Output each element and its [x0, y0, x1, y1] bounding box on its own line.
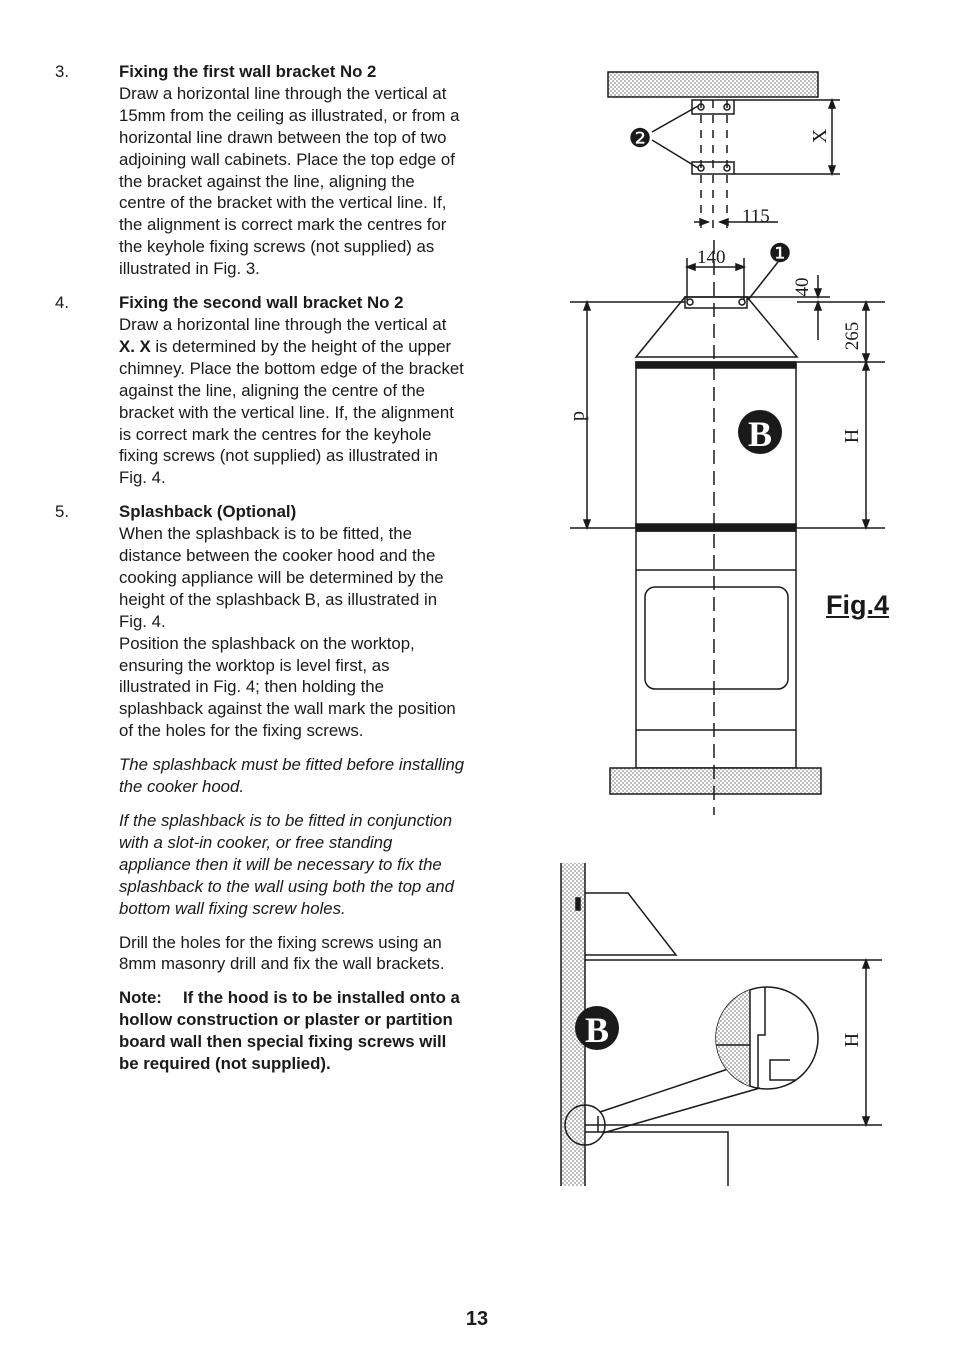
dim-h-label: H: [841, 428, 863, 444]
detail-hood: [585, 893, 676, 955]
detail-dim-h-label: H: [841, 1032, 863, 1048]
step-body-2: Position the splashback on the worktop, ensuring the worktop is level first, as illustrated in Fig. 4; then holding the splashback against the wall mark the position of the holes for the fixing screws.: [119, 633, 456, 741]
italic-note-2: If the splashback is to be fitted in conjunction with a slot-in cooker, or free standing appliance then it will be necessary to fix the splashback to the wall using both the top and bottom wall fixing screw holes.: [119, 811, 454, 918]
step-number: 5.: [55, 502, 69, 522]
dim-265-label: 265: [842, 321, 863, 351]
ceiling: [608, 72, 818, 97]
step-number: 4.: [55, 293, 69, 313]
step-title: Splashback (Optional): [119, 502, 297, 522]
page-number: 13: [465, 1308, 489, 1330]
figure-label: Fig.4: [826, 590, 890, 620]
hood-canopy: [636, 297, 797, 357]
splashback-b-letter: B: [747, 414, 773, 454]
bracket-1-marker: ❶: [768, 239, 792, 268]
step-body-post: is determined by the height of the upper chimney. Place the bottom edge of the bracket against the line, aligning the centre of the bracket with the vertical line. If, the alignment is correct mark the centres for the keyhole fixing screws (not supplied) as illustrated in Fig. 4.: [119, 336, 464, 488]
worktop-base: [610, 768, 821, 794]
dim-x-label: X: [809, 128, 831, 144]
step-title: Fixing the second wall bracket No 2: [119, 293, 404, 313]
bracket-2-marker: ❷: [628, 124, 652, 153]
dim-115-label: 115: [742, 206, 770, 227]
note-label: Note:: [119, 988, 162, 1008]
dim-140-label: 140: [697, 247, 726, 268]
note-text: If the hood is to be installed onto a hollow construction or plaster or partition board wall then special fixing screws will be required (not supplied).: [119, 988, 460, 1074]
step-number: 3.: [55, 62, 69, 81]
step-body: When the splashback is to be fitted, the distance between the cooker hood and the cooking appliance will be determined by the height of the splashback B, as illustrated in Fig. 4.: [119, 524, 444, 631]
step-body-bold: X. X: [119, 336, 151, 356]
oven-window: [645, 587, 788, 689]
italic-note-1: The splashback must be fitted before installing the cooker hood.: [119, 755, 465, 797]
detail-b-letter: B: [584, 1010, 610, 1050]
cooker: [636, 531, 796, 768]
hood-bracket: [685, 297, 747, 308]
step-title: Fixing the first wall bracket No 2: [119, 62, 377, 81]
step-body: Draw a horizontal line through the vertical at 15mm from the ceiling as illustrated, or from a horizontal line drawn between the top of two adjoining wall cabinets. Place the top edge of the bracket against the line, aligning the centre of the bracket with the vertical line. If, the alignment is correct mark the centres for the keyhole fixing screws (not supplied) as illustrated in Fig. 3.: [119, 83, 460, 279]
drill-instruction: Drill the holes for the fixing screws using an 8mm masonry drill and fix the wall brackets.: [119, 932, 445, 974]
dim-40-label: 40: [792, 277, 813, 297]
step-body-pre: Draw a horizontal line through the vertical at: [119, 314, 447, 334]
dim-d-label: d: [569, 411, 591, 421]
